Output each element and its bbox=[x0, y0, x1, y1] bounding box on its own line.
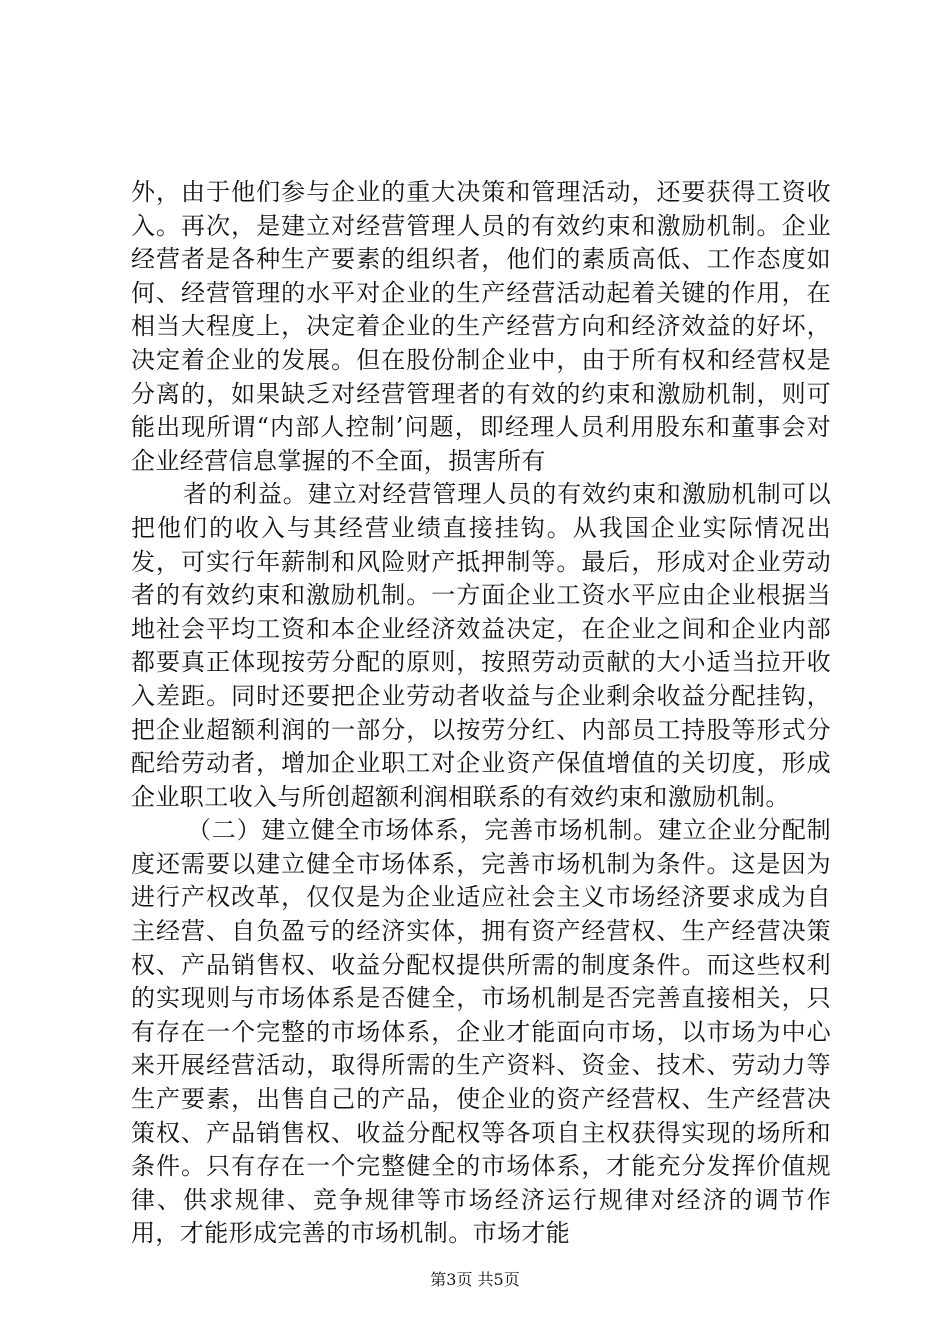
paragraph-market-system: （二）建立健全市场体系，完善市场机制。建立企业分配制度还需要以建立健全市场体系，完善市场机制为条件。这是因为进行产权改革，仅仅是为企业适应社会主义市场经济要求成为自主经营、自负盈亏的经济实体，拥有资产经营权、生产经营决策权、产品销售权、收益分配权提供所需的制度条件。而这些权利的实现则与市场体系是否健全，市场机制是否完善直接相关，只有存在一个完整的市场体系，企业才能面向市场，以市场为中心来开展经营活动，取得所需的生产资料、资金、技术、劳动力等生产要素，出售自己的产品，使企业的资产经营权、生产经营决策权、产品销售权、收益分配权等各项自主权获得实现的场所和条件。只有存在一个完整健全的市场体系，才能充分发挥价值规律、供求规律、竞争规律等市场经济运行规律对经济的调节作用，才能形成完善的市场机制。市场才能 bbox=[131, 816, 831, 1248]
page-footer: 第3页 共5页 bbox=[430, 1270, 520, 1289]
paragraph-continuation: 外，由于他们参与企业的重大决策和管理活动，还要获得工资收入。再次，是建立对经营管理人员的有效约束和激励机制。企业经营者是各种生产要素的组织者，他们的素质高低、工作态度如何、经营管理的水平对企业的生产经营活动起着关键的作用，在相当大程度上，决定着企业的生产经营方向和经济效益的好坏，决定着企业的发展。但在股份制企业中，由于所有权和经营权是分离的，如果缺乏对经营管理者的有效的约束和激励机制，则可能出现所谓“内部人控制’问题，即经理人员利用股东和董事会对企业经营信息掌握的不全面，损害所有 bbox=[131, 178, 831, 475]
paragraph-incentive-mechanism: 者的利益。建立对经营管理人员的有效约束和激励机制可以把他们的收入与其经营业绩直接挂钩。从我国企业实际情况出发，可实行年薪制和风险财产抵押制等。最后，形成对企业劳动者的有效约束和激励机制。一方面企业工资水平应由企业根据当地社会平均工资和本企业经济效益决定，在企业之间和企业内部都要真正体现按劳分配的原则，按照劳动贡献的大小适当拉开收入差距。同时还要把企业劳动者收益与企业剩余收益分配挂钩，把企业超额利润的一部分，以按劳分红、内部员工持股等形式分配给劳动者，增加企业职工对企业资产保值增值的关切度，形成企业职工收入与所创超额利润相联系的有效约束和激励机制。 bbox=[131, 480, 831, 811]
document-body bbox=[131, 176, 831, 1251]
